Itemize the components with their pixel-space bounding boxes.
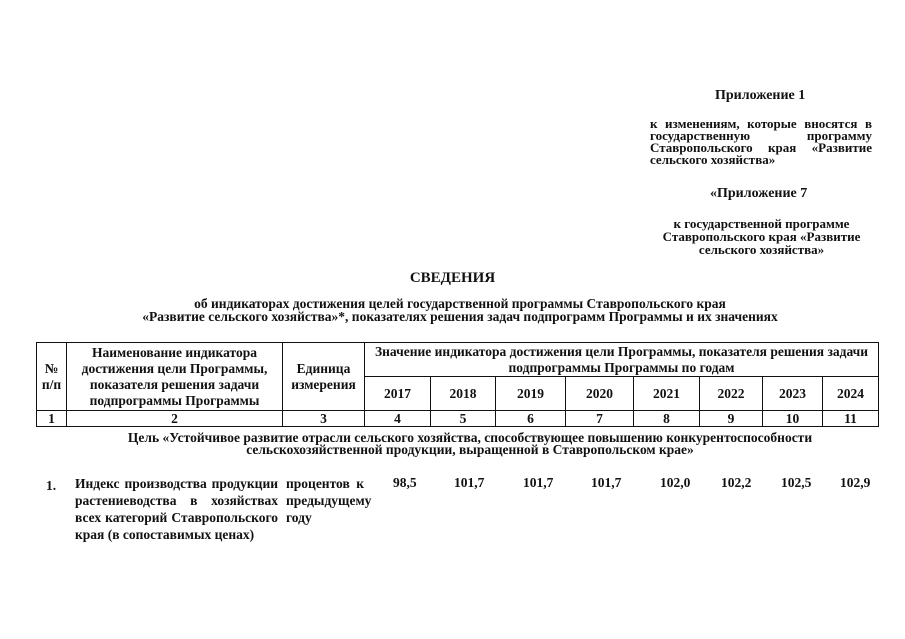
appendix7-heading: «Приложение 7 — [710, 186, 808, 201]
row-value-2024: 102,9 — [840, 475, 871, 490]
year-header: 2023 — [763, 377, 823, 411]
document-subtitle-line1: об индикаторах достижения целей государственной программы Ставропольского края — [194, 296, 726, 311]
row-value-2023: 102,5 — [781, 475, 812, 490]
goal-text: Цель «Устойчивое развитие отрасли сельского хозяйства, способствующее повышению конкурентоспособности сельскохозяйственной продукции, выращенной в Ставропольском крае» — [127, 430, 813, 457]
column-number: 4 — [365, 411, 431, 427]
year-header: 2018 — [431, 377, 496, 411]
year-header: 2021 — [634, 377, 700, 411]
column-number: 2 — [67, 411, 283, 427]
document-subtitle-line2: «Развитие сельского хозяйства»*, показателях решения задач подпрограмм Программы и их значениях — [142, 309, 778, 324]
column-number: 1 — [37, 411, 67, 427]
year-header: 2022 — [700, 377, 763, 411]
column-number: 3 — [283, 411, 365, 427]
column-number: 8 — [634, 411, 700, 427]
row-value-2021: 102,0 — [660, 475, 691, 490]
column-number: 6 — [496, 411, 566, 427]
appendix-heading: Приложение 1 — [715, 88, 806, 103]
column-number: 5 — [431, 411, 496, 427]
column-number: 7 — [566, 411, 634, 427]
col-name-header: Наименование индикатора достижения цели Программы, показателя решения задачи подпрограммы Программы — [67, 343, 283, 411]
row-value-2022: 102,2 — [721, 475, 752, 490]
appendix-text: к изменениям, которые вносятся в государственную программу Ставропольского края «Развитие сельского хозяйства» — [650, 116, 872, 167]
col-unit-header: Единица измерения — [283, 343, 365, 411]
year-header: 2017 — [365, 377, 431, 411]
row-value-2019: 101,7 — [523, 475, 554, 490]
row-value-2020: 101,7 — [591, 475, 622, 490]
row-value-2017: 98,5 — [393, 475, 417, 490]
document-subtitle — [40, 297, 880, 323]
row-unit: процентов к предыдущему году — [286, 476, 372, 525]
document-title: СВЕДЕНИЯ — [409, 270, 496, 286]
row-value-2018: 101,7 — [454, 475, 485, 490]
column-number: 10 — [763, 411, 823, 427]
appendix7-text: к государственной программе Ставропольского края «Развитие сельского хозяйства» — [662, 216, 861, 257]
row-number: 1. — [46, 478, 57, 493]
col-num-header: № п/п — [37, 343, 67, 411]
year-header: 2019 — [496, 377, 566, 411]
col-values-header: Значение индикатора достижения цели Программы, показателя решения задачи подпрограммы Программы по годам — [365, 343, 879, 377]
column-number: 9 — [700, 411, 763, 427]
column-number: 11 — [823, 411, 879, 427]
indicator-table — [36, 342, 879, 427]
year-header: 2024 — [823, 377, 879, 411]
row-indicator-name: Индекс производства продукции растениеводства в хозяйствах всех категорий Ставропольского края (в сопоставимых ценах) — [75, 476, 278, 542]
year-header: 2020 — [566, 377, 634, 411]
